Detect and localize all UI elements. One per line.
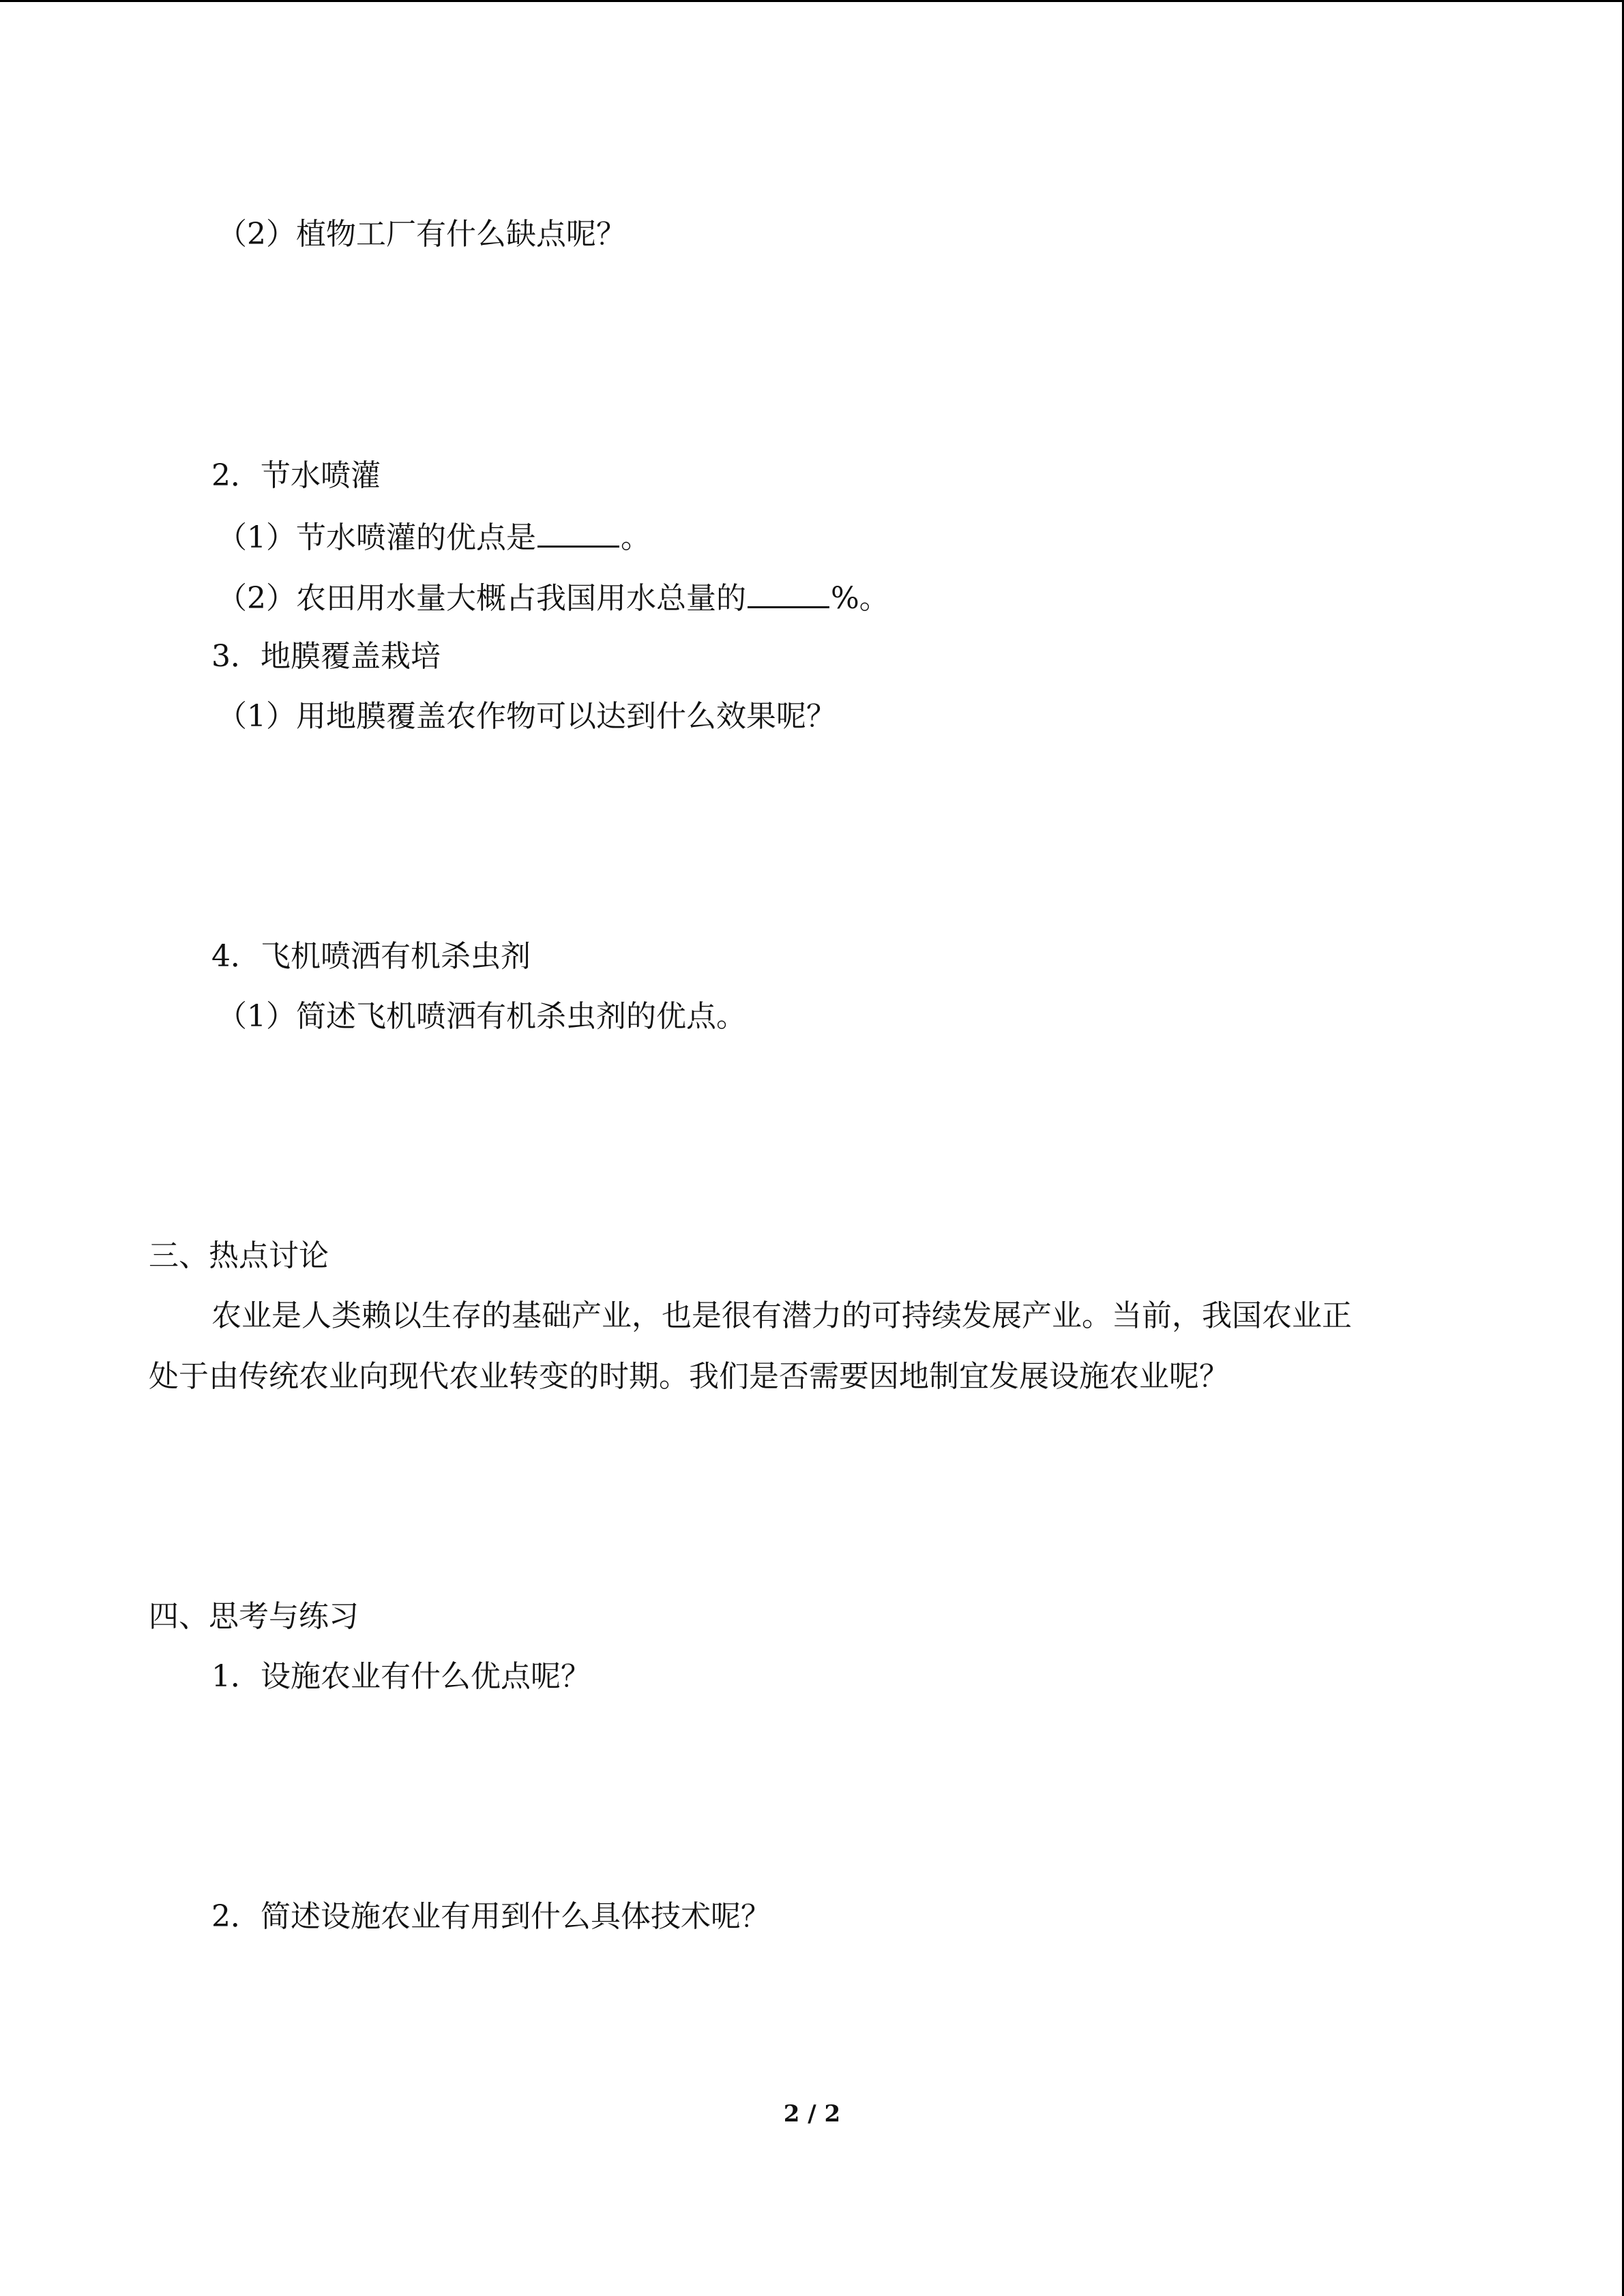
question-aerial-spraying-advantage: （1）简述飞机喷洒有机杀虫剂的优点。 — [217, 999, 746, 1034]
question-farmland-water-share-text: （2）农田用水量大概占我国用水总量的 — [217, 581, 746, 616]
answer-blank[interactable] — [537, 517, 619, 548]
section-heading-hot-topic: 三、热点讨论 — [149, 1238, 329, 1273]
question-farmland-water-share-end: %。 — [831, 581, 889, 616]
question-irrigation-advantage-text: （1）节水喷灌的优点是 — [217, 520, 536, 555]
section-title-mulch-film: 3．地膜覆盖栽培 — [211, 639, 441, 674]
question-irrigation-advantage — [217, 517, 651, 555]
section-title-water-saving-irrigation: 2．节水喷灌 — [211, 458, 381, 493]
page-number: 2 / 2 — [783, 2100, 841, 2128]
discussion-paragraph-line-1: 农业是人类赖以生存的基础产业，也是很有潜力的可持续发展产业。当前，我国农业正 — [211, 1298, 1352, 1333]
exercise-question-1: 1．设施农业有什么优点呢？ — [211, 1659, 591, 1694]
answer-blank[interactable] — [748, 578, 829, 608]
question-plant-factory-drawbacks: （2）植物工厂有什么缺点呢？ — [217, 217, 626, 252]
question-farmland-water-share — [217, 578, 889, 616]
section-title-aerial-spraying: 4．飞机喷洒有机杀虫剂 — [211, 939, 531, 974]
top-border — [0, 0, 1624, 2]
question-mulch-film-effect: （1）用地膜覆盖农作物可以达到什么效果呢？ — [217, 699, 836, 734]
exercise-question-2: 2．简述设施农业有用到什么具体技术呢？ — [211, 1899, 771, 1934]
section-heading-exercises: 四、思考与练习 — [149, 1599, 359, 1634]
discussion-paragraph-line-2: 处于由传统农业向现代农业转变的时期。我们是否需要因地制宜发展设施农业呢？ — [149, 1359, 1229, 1394]
question-irrigation-advantage-end: 。 — [621, 520, 651, 555]
